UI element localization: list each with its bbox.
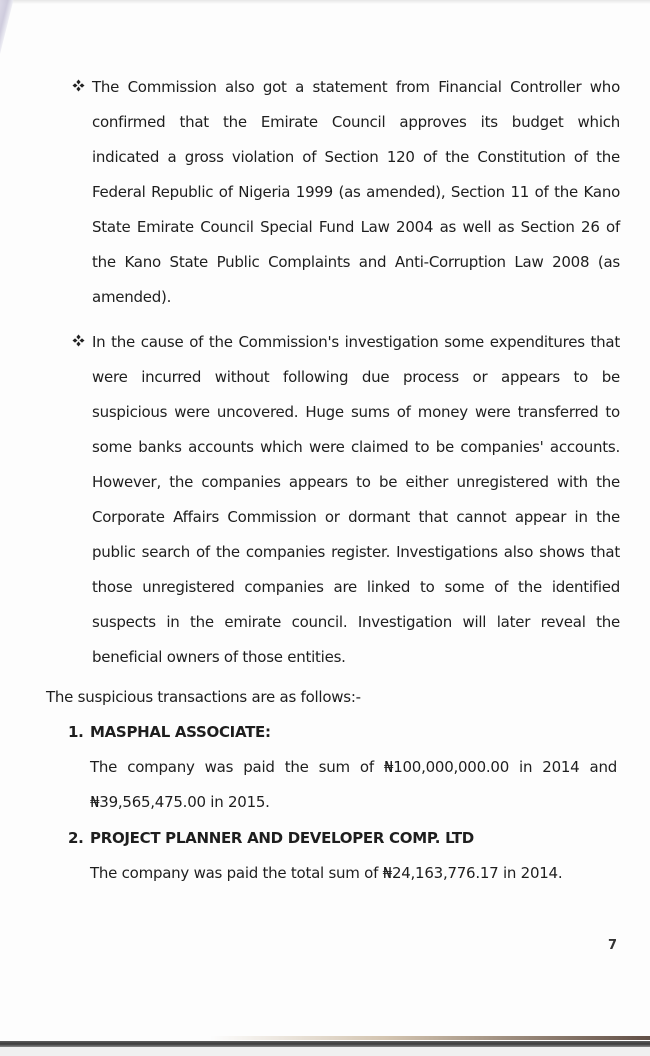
transaction-detail-line: The company was paid the sum of ₦100,000,000.00 in 2014 and <box>90 758 617 776</box>
paragraph-line: those unregistered companies are linked to some of the identified <box>92 578 620 596</box>
paragraph-line: suspects in the emirate council. Investigation will later reveal the <box>92 613 620 631</box>
page-number: 7 <box>608 938 618 953</box>
paragraph-line: some banks accounts which were claimed to be companies' accounts. <box>92 438 620 456</box>
paragraph-line: The Commission also got a statement from Financial Controller who <box>92 78 620 96</box>
four-diamond-bullet-icon <box>72 334 85 347</box>
page-below-area <box>0 1047 650 1056</box>
page-top-shadow <box>0 0 650 4</box>
transaction-number: 1. <box>68 723 84 741</box>
transaction-company-name: PROJECT PLANNER AND DEVELOPER COMP. LTD <box>90 829 474 847</box>
paragraph-line: State Emirate Council Special Fund Law 2004 as well as Section 26 of <box>92 218 620 236</box>
four-diamond-bullet-icon <box>72 79 85 92</box>
transactions-intro: The suspicious transactions are as follows:- <box>46 688 361 706</box>
paragraph-line: Federal Republic of Nigeria 1999 (as amended), Section 11 of the Kano <box>92 183 620 201</box>
paragraph-line: were incurred without following due process or appears to be <box>92 368 620 386</box>
paragraph-line: indicated a gross violation of Section 120 of the Constitution of the <box>92 148 620 166</box>
paragraph-line: However, the companies appears to be either unregistered with the <box>92 473 620 491</box>
page-bottom-edge-shadow <box>210 1036 650 1040</box>
transaction-company-name: MASPHAL ASSOCIATE: <box>90 723 271 741</box>
paragraph-line: suspicious were uncovered. Huge sums of money were transferred to <box>92 403 620 421</box>
transaction-number: 2. <box>68 829 84 847</box>
page-left-edge-shadow <box>0 0 16 190</box>
transaction-detail-line: ₦39,565,475.00 in 2015. <box>90 793 270 811</box>
paragraph-line: public search of the companies register. Investigations also shows that <box>92 543 620 561</box>
paragraph-line: amended). <box>92 288 172 306</box>
paragraph-line: confirmed that the Emirate Council approves its budget which <box>92 113 620 131</box>
paragraph-line: the Kano State Public Complaints and Anti-Corruption Law 2008 (as <box>92 253 620 271</box>
transaction-detail-line: The company was paid the total sum of ₦24,163,776.17 in 2014. <box>90 864 563 882</box>
paragraph-line: beneficial owners of those entities. <box>92 648 346 666</box>
paragraph-line: In the cause of the Commission's investigation some expenditures that <box>92 333 620 351</box>
paragraph-line: Corporate Affairs Commission or dormant that cannot appear in the <box>92 508 620 526</box>
